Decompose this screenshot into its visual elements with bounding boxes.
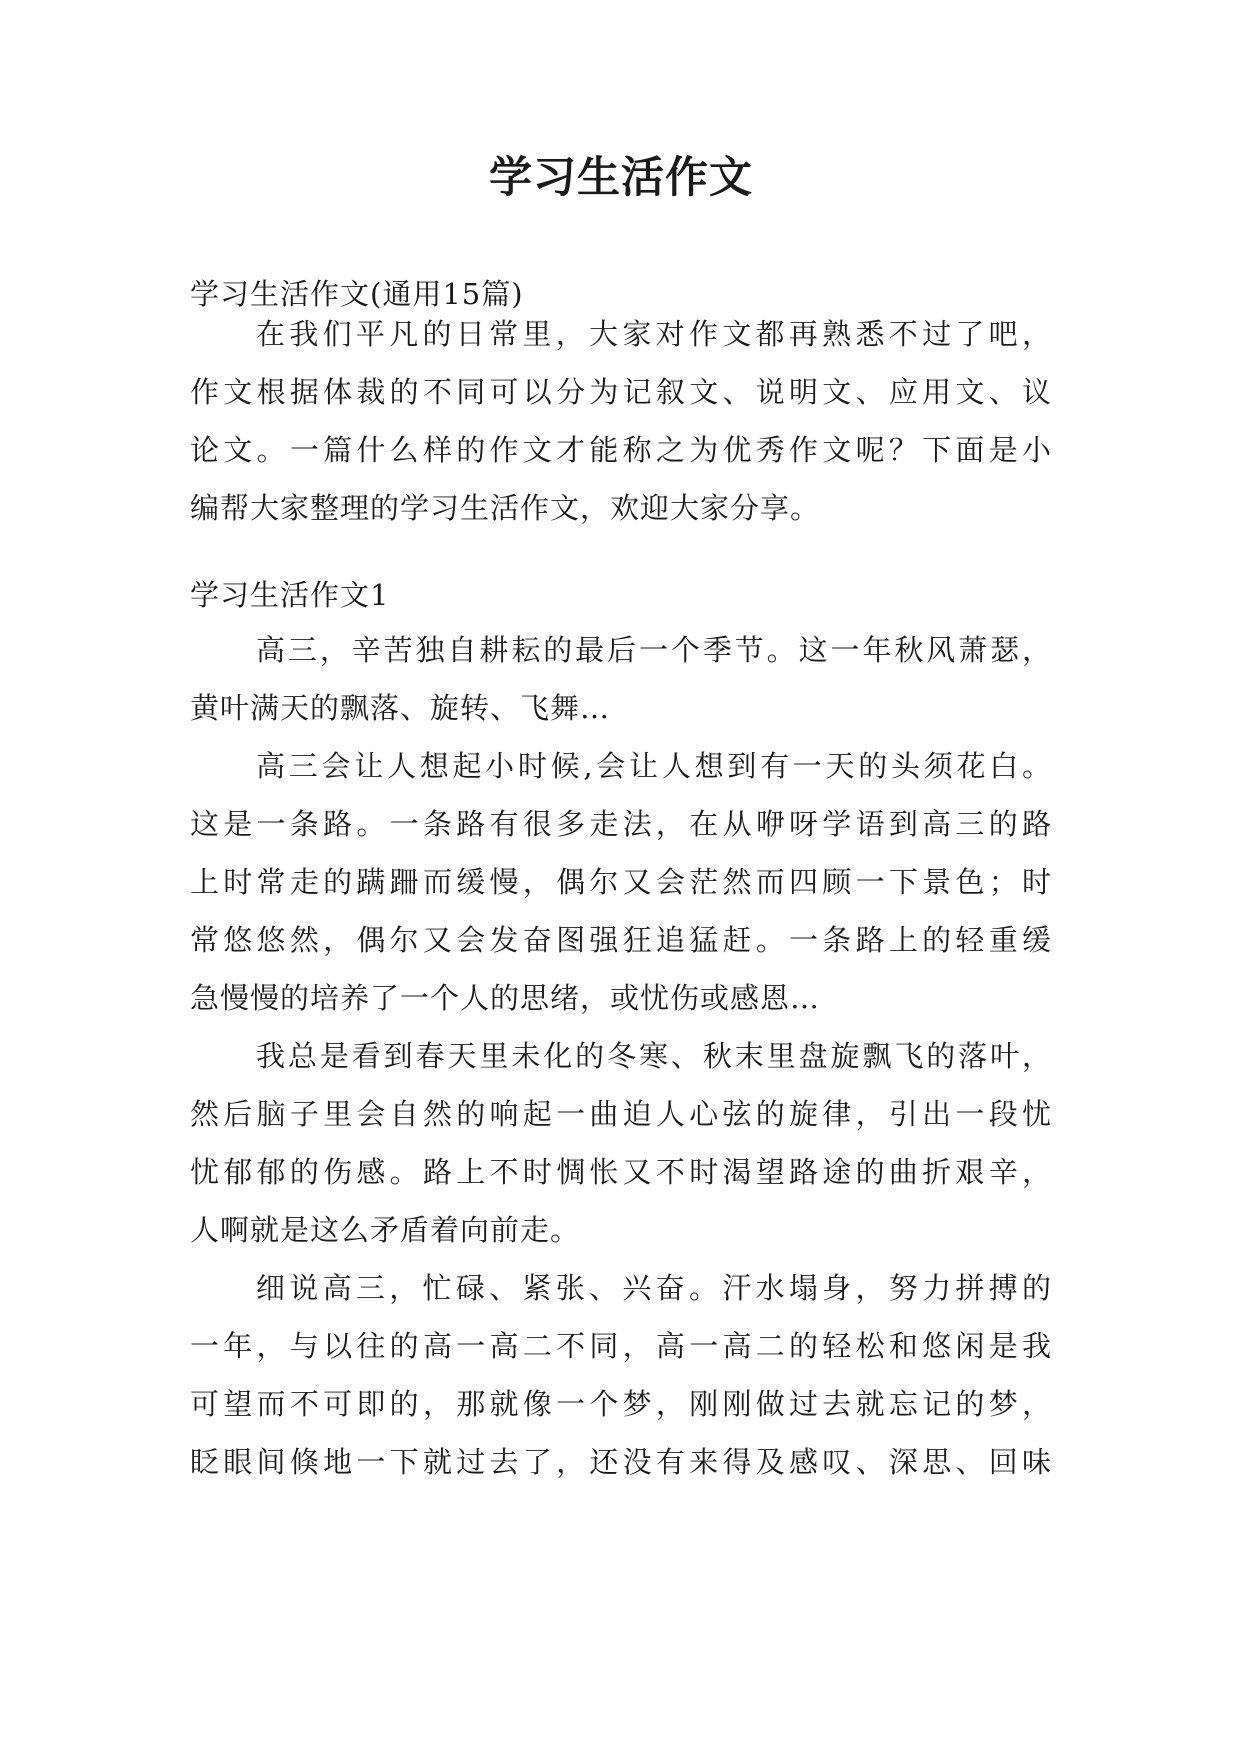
section1-paragraph-3 bbox=[190, 1027, 1052, 1259]
intro-paragraph bbox=[190, 305, 1052, 537]
paragraph-line: 常悠悠然，偶尔又会发奋图强狂追猛赶。一条路上的轻重缓 bbox=[190, 923, 1052, 957]
paragraph-line: 这是一条路。一条路有很多走法，在从咿呀学语到高三的路 bbox=[190, 807, 1052, 841]
section1-paragraph-4 bbox=[190, 1259, 1052, 1491]
paragraph-line: 细说高三，忙碌、紧张、兴奋。汗水塌身，努力拼搏的 bbox=[256, 1271, 1052, 1305]
paragraph-line: 论文。一篇什么样的作文才能称之为优秀作文呢？下面是小 bbox=[190, 433, 1052, 467]
paragraph-line: 急慢慢的培养了一个人的思绪，或忧伤或感恩… bbox=[190, 981, 821, 1015]
paragraph-line: 眨眼间倏地一下就过去了，还没有来得及感叹、深思、回味 bbox=[190, 1445, 1052, 1479]
document-subtitle: 学习生活作文(通用15篇) bbox=[190, 277, 524, 311]
paragraph-line: 可望而不可即的，那就像一个梦，刚刚做过去就忘记的梦， bbox=[190, 1387, 1052, 1421]
section-heading: 学习生活作文1 bbox=[190, 578, 390, 612]
paragraph-line: 高三会让人想起小时候,会让人想到有一天的头须花白。 bbox=[256, 749, 1052, 783]
paragraph-line: 人啊就是这么矛盾着向前走。 bbox=[190, 1213, 581, 1247]
section-heading-block bbox=[190, 566, 1052, 624]
paragraph-line: 一年，与以往的高一高二不同，高一高二的轻松和悠闲是我 bbox=[190, 1329, 1052, 1363]
page-title: 学习生活作文 bbox=[489, 153, 753, 203]
section1-paragraph-1 bbox=[190, 621, 1052, 737]
paragraph-line: 上时常走的蹒跚而缓慢，偶尔又会茫然而四顾一下景色；时 bbox=[190, 865, 1052, 899]
paragraph-line: 忧郁郁的伤感。路上不时惆怅又不时渴望路途的曲折艰辛， bbox=[190, 1155, 1052, 1189]
paragraph-line: 在我们平凡的日常里，大家对作文都再熟悉不过了吧， bbox=[256, 317, 1052, 351]
paragraph-line: 然后脑子里会自然的响起一曲迫人心弦的旋律，引出一段忧 bbox=[190, 1097, 1052, 1131]
paragraph-line: 黄叶满天的飘落、旋转、飞舞… bbox=[190, 691, 611, 725]
paragraph-line: 高三，辛苦独自耕耘的最后一个季节。这一年秋风萧瑟， bbox=[256, 633, 1052, 667]
document-page bbox=[190, 0, 1052, 1479]
paragraph-line: 编帮大家整理的学习生活作文，欢迎大家分享。 bbox=[190, 491, 821, 525]
section1-paragraph-2 bbox=[190, 737, 1052, 1027]
paragraph-line: 我总是看到春天里未化的冬寒、秋末里盘旋飘飞的落叶， bbox=[256, 1039, 1052, 1073]
paragraph-line: 作文根据体裁的不同可以分为记叙文、说明文、应用文、议 bbox=[190, 375, 1052, 409]
